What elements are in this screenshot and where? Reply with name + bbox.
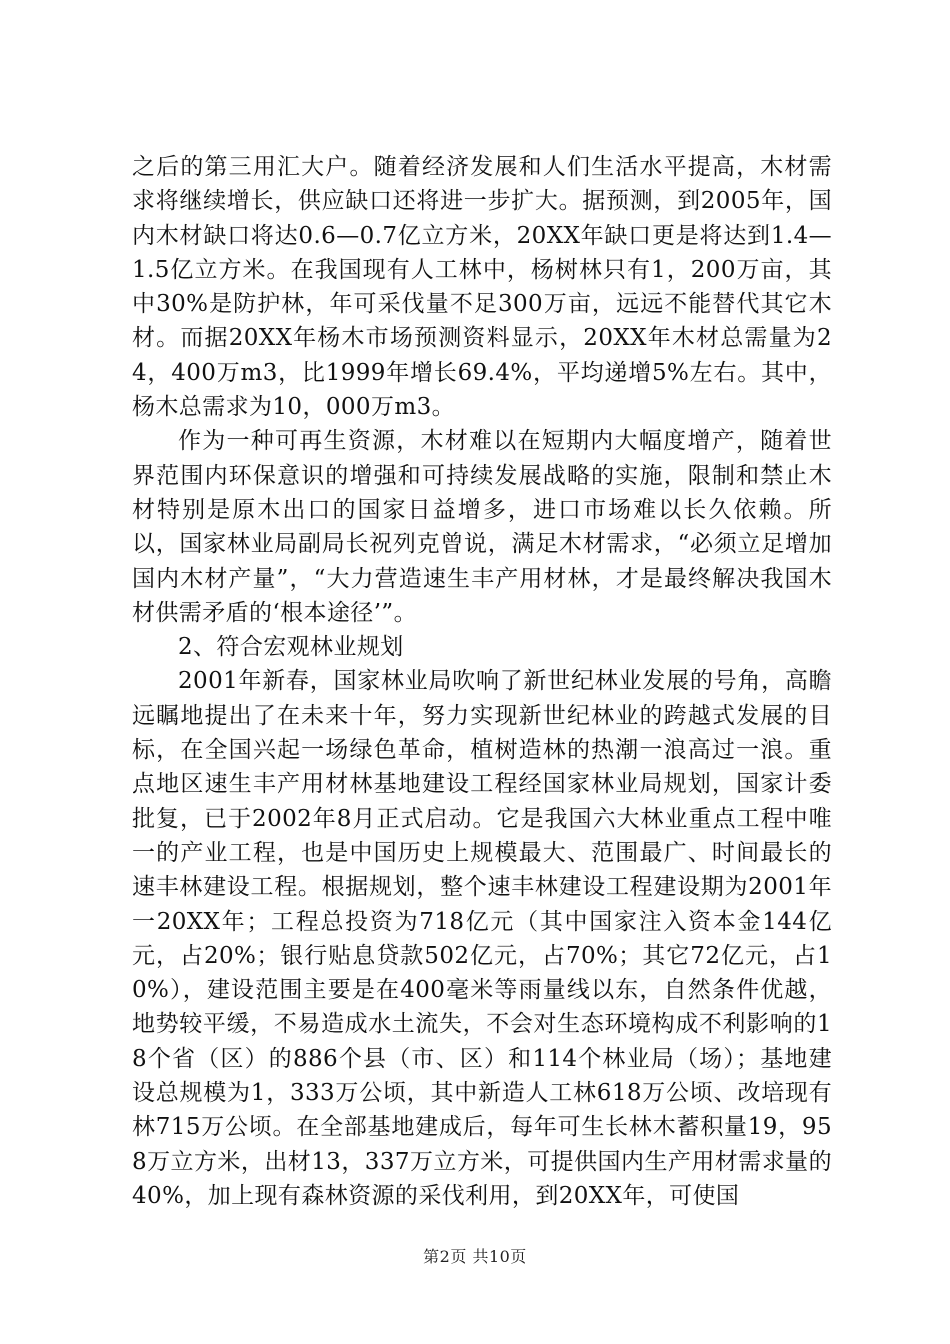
section-heading: 2、符合宏观林业规划 <box>178 634 404 661</box>
document-body <box>132 150 832 1213</box>
page-number-footer: 第2页 共10页 <box>423 1247 527 1266</box>
paragraph-2: 作为一种可再生资源，木材难以在短期内大幅度增产，随着世界范围内环保意识的增强和可持续发展战略的实施，限制和禁止木材特别是原木出口的国家日益增多，进口市场难以长久依赖。所以，国家林业局副局长祝列克曾说，满足木材需求，“必须立足增加国内木材产量”，“大力营造速生丰产用材林，才是最终解决我国木材供需矛盾的‘根本途径’”。 <box>132 428 832 626</box>
paragraph-3: 2001年新春，国家林业局吹响了新世纪林业发展的号角，高瞻远瞩地提出了在未来十年，努力实现新世纪林业的跨越式发展的目标，在全国兴起一场绿色革命，植树造林的热潮一浪高过一浪。重点地区速生丰产用材林基地建设工程经国家林业局规划，国家计委批复，已于2002年8月正式启动。它是我国六大林业重点工程中唯一的产业工程，也是中国历史上规模最大、范围最广、时间最长的速丰林建设工程。根据规划，整个速丰林建设工程建设期为2001年一20XX年；工程总投资为718亿元（其中国家注入资本金144亿元，占20%；银行贴息贷款502亿元，占70%；其它72亿元，占10%），建设范围主要是在400毫米等雨量线以东，自然条件优越，地势较平缓，不易造成水土流失，不会对生态环境构成不利影响的18个省（区）的886个县（市、区）和114个林业局（场）；基地建设总规模为1，333万公顷，其中新造人工林618万公顷、改培现有林715万公顷。在全部基地建成后，每年可生长林木蓄积量19，958万立方米，出材13，337万立方米，可提供国内生产用材需求量的40%，加上现有森林资源的采伐利用，到20XX年，可使国 <box>132 668 832 1209</box>
paragraph-1: 之后的第三用汇大户。随着经济发展和人们生活水平提高，木材需求将继续增长，供应缺口还将进一步扩大。据预测，到2005年，国内木材缺口将达0.6—0.7亿立方米，20XX年缺口更是将达到1.4—1.5亿立方米。在我国现有人工林中，杨树林只有1，200万亩，其中30%是防护林，年可采伐量不足300万亩，远远不能替代其它木材。而据20XX年杨木市场预测资料显示，20XX年木材总需量为24，400万m3，比1999年增长69.4%，平均递增5%左右。其中，杨木总需求为10，000万m3。 <box>132 154 832 421</box>
